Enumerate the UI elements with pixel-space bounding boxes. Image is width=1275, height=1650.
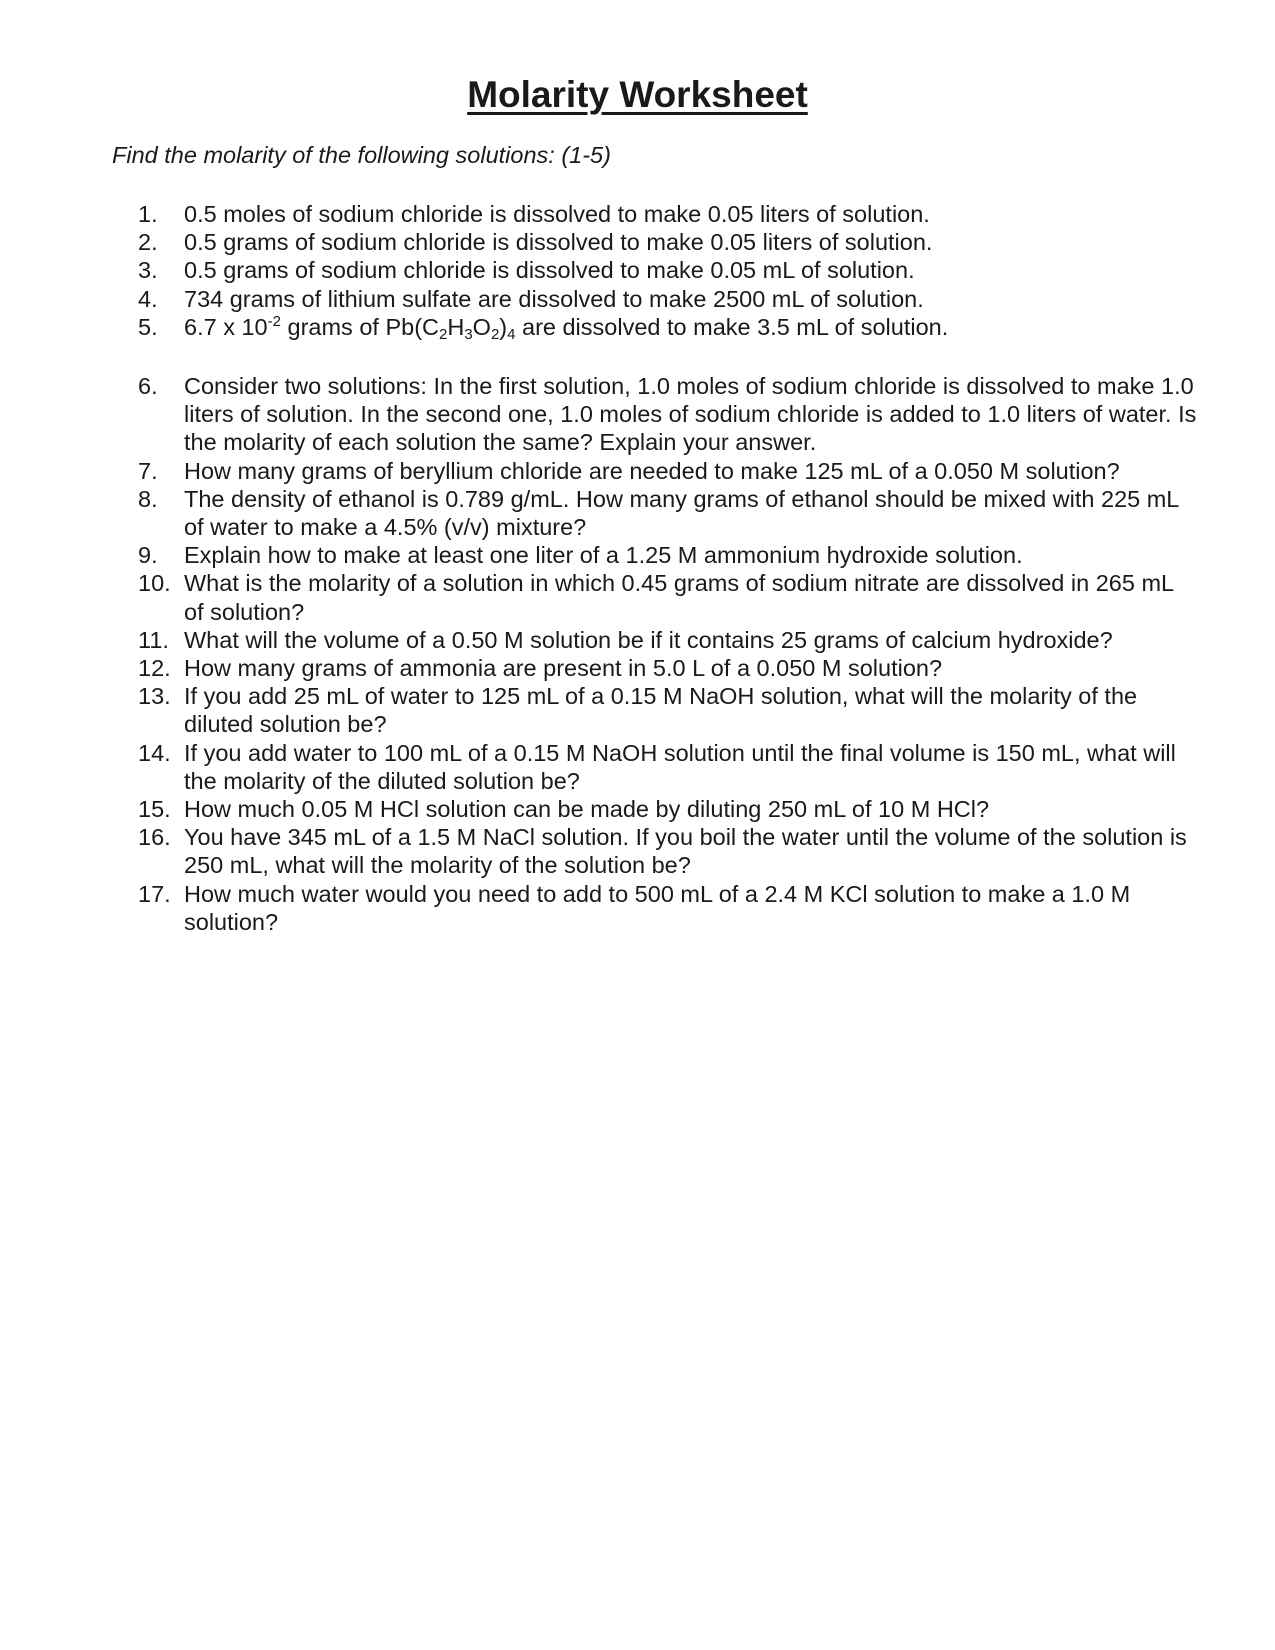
question-list-part2 <box>138 372 1198 936</box>
question-number: 8. <box>138 485 158 512</box>
question-text: How much 0.05 M HCl solution can be made by diluting 250 mL of 10 M HCl? <box>184 796 990 823</box>
question-text: 0.5 grams of sodium chloride is dissolved to make 0.05 liters of solution. <box>184 229 933 256</box>
question-text: What is the molarity of a solution in which 0.45 grams of sodium nitrate are dissolved in 265 mL of solution? <box>184 570 1174 625</box>
question-item <box>138 569 1198 625</box>
question-number: 15. <box>138 796 171 823</box>
question-item <box>138 626 1198 654</box>
question-text: 0.5 grams of sodium chloride is dissolved to make 0.05 mL of solution. <box>184 257 915 284</box>
subscript: 2 <box>439 325 448 343</box>
question-text: You have 345 mL of a 1.5 M NaCl solution. If you boil the water until the volume of the solution is 250 mL, what will the molarity of the solution be? <box>184 824 1187 879</box>
question-number: 16. <box>138 824 171 851</box>
question-item <box>138 485 1198 541</box>
question-number: 4. <box>138 285 158 312</box>
text-segment: H <box>447 313 465 340</box>
question-item <box>138 457 1198 485</box>
question-text-formula <box>184 312 949 343</box>
question-number: 1. <box>138 201 158 227</box>
question-text: If you add 25 mL of water to 125 mL of a 0.15 M NaOH solution, what will the molarity of the diluted solution be? <box>184 683 1138 738</box>
question-number: 6. <box>138 373 158 399</box>
question-text: How many grams of beryllium chloride are needed to make 125 mL of a 0.050 M solution? <box>184 457 1120 484</box>
question-item <box>138 682 1198 738</box>
question-number: 14. <box>138 739 171 766</box>
question-text: The density of ethanol is 0.789 g/mL. How many grams of ethanol should be mixed with 225 mL of water to make a 4.5% (v/v) mixture? <box>184 485 1179 541</box>
question-text: What will the volume of a 0.50 M solution be if it contains 25 grams of calcium hydroxide? <box>184 626 1113 653</box>
question-number: 5. <box>138 313 158 340</box>
question-item <box>138 200 1198 228</box>
question-item <box>138 654 1198 682</box>
question-text: How many grams of ammonia are present in 5.0 L of a 0.050 M solution? <box>184 655 943 682</box>
question-item <box>138 228 1198 256</box>
question-item <box>138 372 1198 457</box>
question-number: 12. <box>138 655 171 682</box>
subscript: 2 <box>490 325 500 343</box>
question-number: 7. <box>138 457 158 484</box>
instructions: Find the molarity of the following solutions: (1-5) <box>112 142 611 168</box>
text-segment: 6.7 x 10 <box>184 313 268 340</box>
question-text: Consider two solutions: In the first solution, 1.0 moles of sodium chloride is dissolved to make 1.0 liters of solution. In the second one, 1.0 moles of sodium chloride is added to 1.0 liters of water. Is the molarity of each solution the same? Explain your answer. <box>184 373 1197 456</box>
question-text: If you add water to 100 mL of a 0.15 M NaOH solution until the final volume is 150 mL, what will the molarity of the diluted solution be? <box>184 739 1176 794</box>
question-number: 11. <box>138 626 169 653</box>
question-text: How much water would you need to add to 500 mL of a 2.4 M KCl solution to make a 1.0 M solution? <box>184 880 1131 935</box>
question-number: 13. <box>138 683 171 710</box>
question-number: 10. <box>138 570 171 597</box>
question-item <box>138 541 1198 569</box>
text-segment: grams of Pb(C <box>280 313 439 340</box>
page-title: Molarity Worksheet <box>467 74 808 115</box>
question-number: 2. <box>138 229 158 256</box>
exponent: -2 <box>267 312 281 330</box>
question-item <box>138 313 1198 341</box>
question-item <box>138 795 1198 823</box>
subscript: 4 <box>507 325 516 343</box>
subscript: 3 <box>464 325 473 343</box>
question-item <box>138 880 1198 936</box>
question-number: 17. <box>138 880 171 907</box>
question-number: 3. <box>138 257 158 284</box>
question-text: Explain how to make at least one liter of a 1.25 M ammonium hydroxide solution. <box>184 542 1023 569</box>
question-text: 0.5 moles of sodium chloride is dissolved to make 0.05 liters of solution. <box>184 201 930 227</box>
question-list-part1 <box>138 200 1198 341</box>
question-item <box>138 285 1198 313</box>
question-item <box>138 823 1198 879</box>
text-segment: O <box>472 313 491 340</box>
question-item <box>138 256 1198 284</box>
text-segment: ) <box>499 313 508 340</box>
question-item <box>138 739 1198 795</box>
text-segment: are dissolved to make 3.5 mL of solution. <box>515 313 949 340</box>
question-text: 734 grams of lithium sulfate are dissolved to make 2500 mL of solution. <box>184 285 924 312</box>
question-number: 9. <box>138 542 158 569</box>
